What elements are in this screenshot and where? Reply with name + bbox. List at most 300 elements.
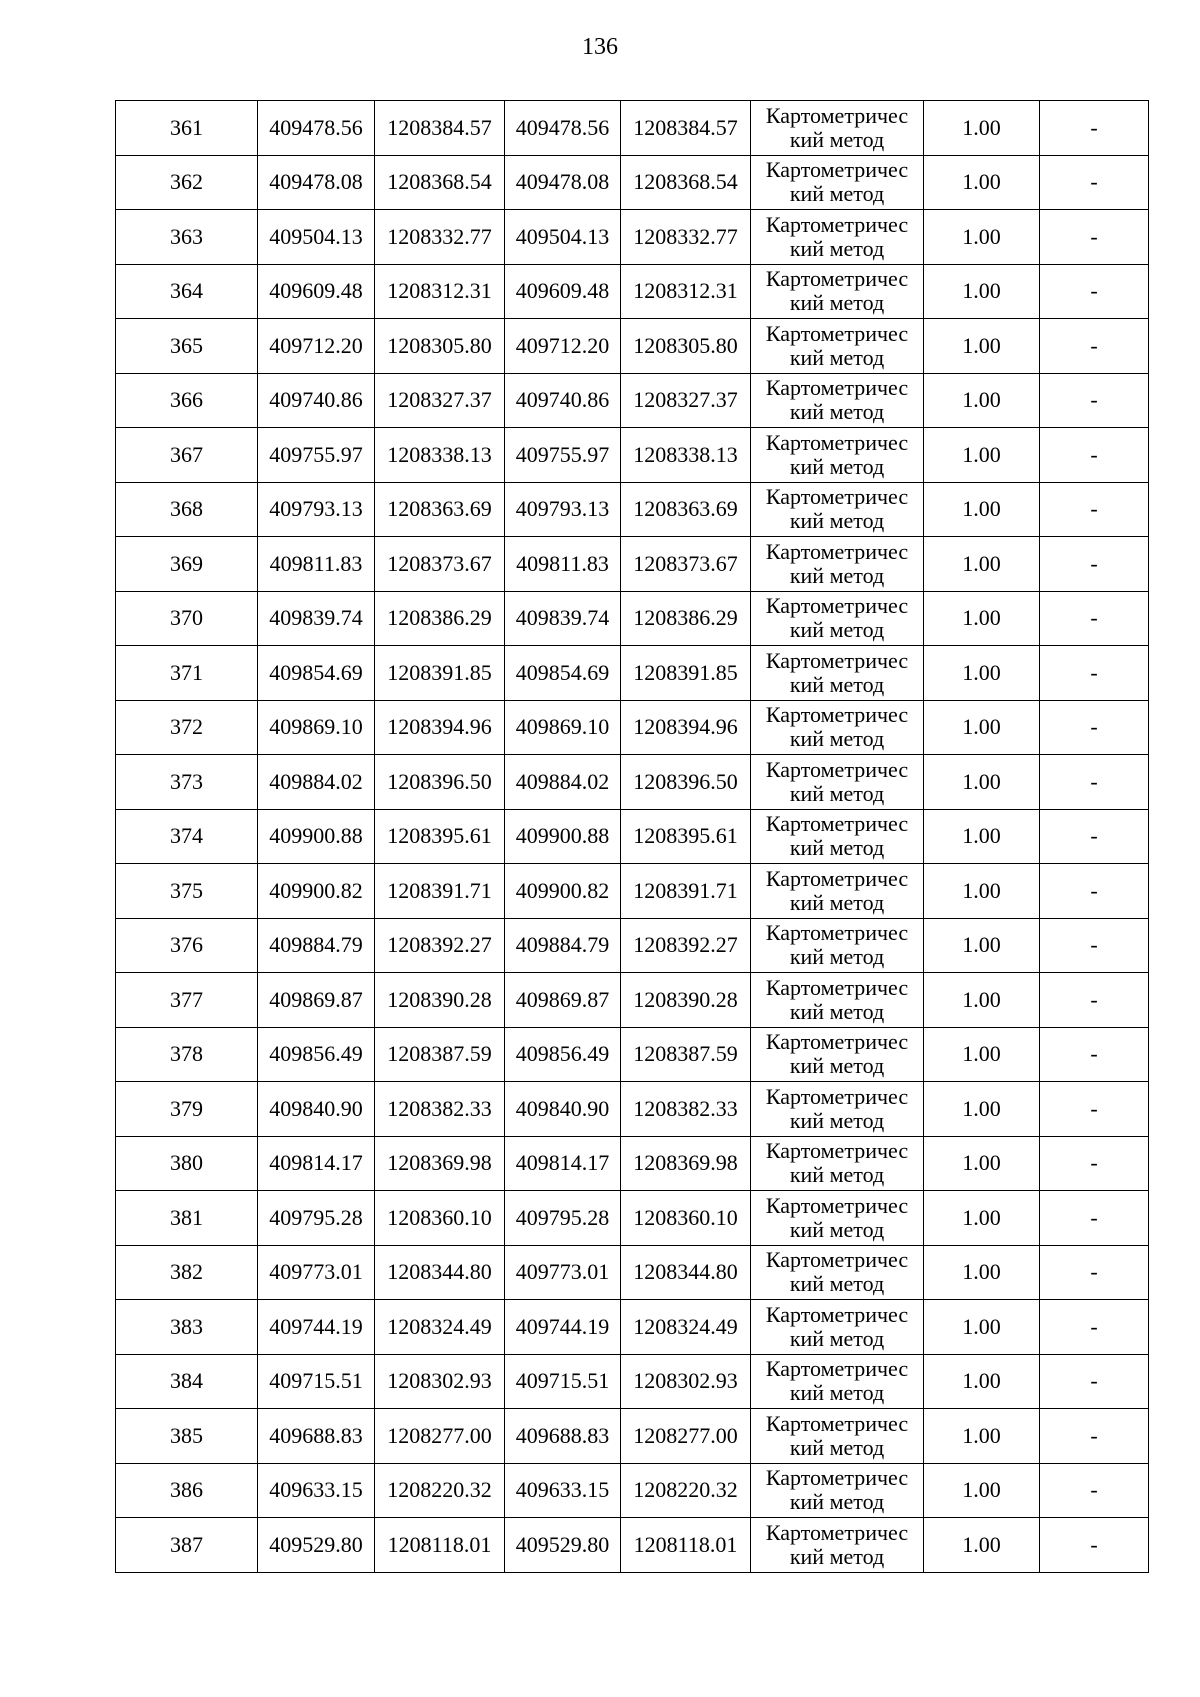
note-cell: -	[1040, 1463, 1149, 1518]
x-old-cell: 409504.13	[258, 210, 375, 265]
x-new-cell: 409744.19	[505, 1300, 621, 1355]
y-old-cell: 1208394.96	[375, 700, 505, 755]
y-new-cell: 1208277.00	[621, 1409, 751, 1464]
table-row	[116, 210, 1149, 265]
method-text-line2: кий метод	[789, 944, 885, 970]
x-old-cell: 409795.28	[258, 1191, 375, 1246]
method-text-line1: Картометричес	[765, 974, 909, 1000]
method-text-line2: кий метод	[789, 1380, 885, 1406]
method-text-line1: Картометричес	[765, 1138, 909, 1164]
x-new-cell: 409715.51	[505, 1354, 621, 1409]
y-new-cell: 1208390.28	[621, 973, 751, 1028]
accuracy-cell: 1.00	[924, 101, 1040, 156]
x-new-cell: 409478.56	[505, 101, 621, 156]
method-cell	[751, 210, 924, 265]
method-text-line1: Картометричес	[765, 1356, 909, 1382]
method-text-line1: Картометричес	[765, 1519, 909, 1545]
note-cell: -	[1040, 646, 1149, 701]
x-new-cell: 409633.15	[505, 1463, 621, 1518]
table-row	[116, 809, 1149, 864]
coordinates-table	[115, 100, 1149, 1573]
point-number-cell: 384	[116, 1354, 258, 1409]
table-row	[116, 1518, 1149, 1573]
y-old-cell: 1208395.61	[375, 809, 505, 864]
method-cell	[751, 918, 924, 973]
x-old-cell: 409900.82	[258, 864, 375, 919]
x-new-cell: 409793.13	[505, 482, 621, 537]
method-text-line1: Картометричес	[765, 865, 909, 891]
note-cell: -	[1040, 537, 1149, 592]
method-cell	[751, 101, 924, 156]
table-row	[116, 1463, 1149, 1518]
y-old-cell: 1208391.71	[375, 864, 505, 919]
point-number-cell: 371	[116, 646, 258, 701]
x-new-cell: 409504.13	[505, 210, 621, 265]
y-new-cell: 1208369.98	[621, 1136, 751, 1191]
note-cell: -	[1040, 700, 1149, 755]
point-number-cell: 379	[116, 1082, 258, 1137]
y-new-cell: 1208324.49	[621, 1300, 751, 1355]
method-text-line2: кий метод	[789, 998, 885, 1024]
table-row	[116, 373, 1149, 428]
point-number-cell: 372	[116, 700, 258, 755]
method-text-line1: Картометричес	[765, 429, 909, 455]
method-text-line2: кий метод	[789, 181, 885, 207]
x-old-cell: 409688.83	[258, 1409, 375, 1464]
method-text-line2: кий метод	[789, 1543, 885, 1569]
y-new-cell: 1208302.93	[621, 1354, 751, 1409]
x-new-cell: 409900.82	[505, 864, 621, 919]
x-new-cell: 409869.10	[505, 700, 621, 755]
method-text-line2: кий метод	[789, 1216, 885, 1242]
x-new-cell: 409712.20	[505, 319, 621, 374]
point-number-cell: 382	[116, 1245, 258, 1300]
y-new-cell: 1208382.33	[621, 1082, 751, 1137]
x-old-cell: 409633.15	[258, 1463, 375, 1518]
table-row	[116, 646, 1149, 701]
y-new-cell: 1208391.71	[621, 864, 751, 919]
method-text-line1: Картометричес	[765, 538, 909, 564]
table-row	[116, 755, 1149, 810]
method-text-line1: Картометричес	[765, 920, 909, 946]
point-number-cell: 374	[116, 809, 258, 864]
note-cell: -	[1040, 155, 1149, 210]
y-new-cell: 1208386.29	[621, 591, 751, 646]
x-old-cell: 409478.08	[258, 155, 375, 210]
y-old-cell: 1208368.54	[375, 155, 505, 210]
point-number-cell: 362	[116, 155, 258, 210]
table-row	[116, 1191, 1149, 1246]
table-row	[116, 1027, 1149, 1082]
method-text-line2: кий метод	[789, 1434, 885, 1460]
y-old-cell: 1208391.85	[375, 646, 505, 701]
table-row	[116, 918, 1149, 973]
note-cell: -	[1040, 210, 1149, 265]
method-text-line2: кий метод	[789, 344, 885, 370]
method-cell	[751, 646, 924, 701]
accuracy-cell: 1.00	[924, 1082, 1040, 1137]
method-text-line1: Картометричес	[765, 1247, 909, 1273]
method-text-line1: Картометричес	[765, 647, 909, 673]
method-text-line1: Картометричес	[765, 811, 909, 837]
method-text-line2: кий метод	[789, 1162, 885, 1188]
method-cell	[751, 1354, 924, 1409]
y-old-cell: 1208363.69	[375, 482, 505, 537]
y-new-cell: 1208373.67	[621, 537, 751, 592]
point-number-cell: 370	[116, 591, 258, 646]
method-text-line2: кий метод	[789, 1489, 885, 1515]
x-old-cell: 409712.20	[258, 319, 375, 374]
accuracy-cell: 1.00	[924, 319, 1040, 374]
accuracy-cell: 1.00	[924, 1300, 1040, 1355]
point-number-cell: 364	[116, 264, 258, 319]
y-new-cell: 1208394.96	[621, 700, 751, 755]
x-old-cell: 409854.69	[258, 646, 375, 701]
y-new-cell: 1208220.32	[621, 1463, 751, 1518]
method-text-line1: Картометричес	[765, 1083, 909, 1109]
y-old-cell: 1208220.32	[375, 1463, 505, 1518]
note-cell: -	[1040, 428, 1149, 483]
method-text-line1: Картометричес	[765, 1192, 909, 1218]
y-new-cell: 1208384.57	[621, 101, 751, 156]
method-text-line1: Картометричес	[765, 1301, 909, 1327]
method-text-line2: кий метод	[789, 399, 885, 425]
accuracy-cell: 1.00	[924, 755, 1040, 810]
accuracy-cell: 1.00	[924, 700, 1040, 755]
x-old-cell: 409715.51	[258, 1354, 375, 1409]
method-text-line1: Картометричес	[765, 157, 909, 183]
y-old-cell: 1208312.31	[375, 264, 505, 319]
x-old-cell: 409609.48	[258, 264, 375, 319]
method-cell	[751, 1300, 924, 1355]
method-cell	[751, 1191, 924, 1246]
y-old-cell: 1208118.01	[375, 1518, 505, 1573]
point-number-cell: 375	[116, 864, 258, 919]
accuracy-cell: 1.00	[924, 264, 1040, 319]
note-cell: -	[1040, 1518, 1149, 1573]
point-number-cell: 363	[116, 210, 258, 265]
accuracy-cell: 1.00	[924, 373, 1040, 428]
note-cell: -	[1040, 1082, 1149, 1137]
method-text-line1: Картометричес	[765, 375, 909, 401]
method-cell	[751, 1082, 924, 1137]
x-new-cell: 409854.69	[505, 646, 621, 701]
accuracy-cell: 1.00	[924, 155, 1040, 210]
x-old-cell: 409811.83	[258, 537, 375, 592]
table-row	[116, 700, 1149, 755]
method-text-line1: Картометричес	[765, 1465, 909, 1491]
x-old-cell: 409856.49	[258, 1027, 375, 1082]
y-old-cell: 1208382.33	[375, 1082, 505, 1137]
method-text-line2: кий метод	[789, 617, 885, 643]
table-body	[116, 101, 1149, 1573]
point-number-cell: 381	[116, 1191, 258, 1246]
accuracy-cell: 1.00	[924, 1136, 1040, 1191]
x-old-cell: 409814.17	[258, 1136, 375, 1191]
x-new-cell: 409900.88	[505, 809, 621, 864]
method-text-line1: Картометричес	[765, 1410, 909, 1436]
x-old-cell: 409884.79	[258, 918, 375, 973]
method-text-line2: кий метод	[789, 835, 885, 861]
method-text-line2: кий метод	[789, 235, 885, 261]
method-cell	[751, 1518, 924, 1573]
x-old-cell: 409884.02	[258, 755, 375, 810]
point-number-cell: 365	[116, 319, 258, 374]
accuracy-cell: 1.00	[924, 1191, 1040, 1246]
y-new-cell: 1208363.69	[621, 482, 751, 537]
note-cell: -	[1040, 1191, 1149, 1246]
accuracy-cell: 1.00	[924, 482, 1040, 537]
table-row	[116, 591, 1149, 646]
accuracy-cell: 1.00	[924, 809, 1040, 864]
accuracy-cell: 1.00	[924, 973, 1040, 1028]
y-new-cell: 1208360.10	[621, 1191, 751, 1246]
method-cell	[751, 973, 924, 1028]
x-new-cell: 409478.08	[505, 155, 621, 210]
x-new-cell: 409609.48	[505, 264, 621, 319]
accuracy-cell: 1.00	[924, 1409, 1040, 1464]
x-old-cell: 409529.80	[258, 1518, 375, 1573]
method-text-line1: Картометричес	[765, 756, 909, 782]
note-cell: -	[1040, 264, 1149, 319]
method-text-line2: кий метод	[789, 889, 885, 915]
note-cell: -	[1040, 1409, 1149, 1464]
point-number-cell: 387	[116, 1518, 258, 1573]
method-text-line1: Картометричес	[765, 593, 909, 619]
accuracy-cell: 1.00	[924, 210, 1040, 265]
y-old-cell: 1208324.49	[375, 1300, 505, 1355]
method-cell	[751, 373, 924, 428]
x-old-cell: 409755.97	[258, 428, 375, 483]
y-old-cell: 1208386.29	[375, 591, 505, 646]
x-new-cell: 409688.83	[505, 1409, 621, 1464]
table-row	[116, 482, 1149, 537]
point-number-cell: 367	[116, 428, 258, 483]
y-new-cell: 1208392.27	[621, 918, 751, 973]
table-row	[116, 864, 1149, 919]
x-old-cell: 409869.87	[258, 973, 375, 1028]
note-cell: -	[1040, 1136, 1149, 1191]
table-row	[116, 101, 1149, 156]
method-text-line2: кий метод	[789, 1107, 885, 1133]
method-text-line2: кий метод	[789, 1053, 885, 1079]
x-new-cell: 409814.17	[505, 1136, 621, 1191]
accuracy-cell: 1.00	[924, 1027, 1040, 1082]
note-cell: -	[1040, 755, 1149, 810]
accuracy-cell: 1.00	[924, 537, 1040, 592]
y-old-cell: 1208387.59	[375, 1027, 505, 1082]
y-new-cell: 1208327.37	[621, 373, 751, 428]
accuracy-cell: 1.00	[924, 591, 1040, 646]
x-new-cell: 409884.79	[505, 918, 621, 973]
method-cell	[751, 319, 924, 374]
method-cell	[751, 537, 924, 592]
method-text-line1: Картометричес	[765, 266, 909, 292]
method-text-line2: кий метод	[789, 126, 885, 152]
table-row	[116, 1354, 1149, 1409]
point-number-cell: 361	[116, 101, 258, 156]
page-number: 136	[582, 34, 618, 60]
y-new-cell: 1208344.80	[621, 1245, 751, 1300]
y-new-cell: 1208118.01	[621, 1518, 751, 1573]
method-text-line2: кий метод	[789, 780, 885, 806]
y-new-cell: 1208305.80	[621, 319, 751, 374]
point-number-cell: 373	[116, 755, 258, 810]
accuracy-cell: 1.00	[924, 1463, 1040, 1518]
table-row	[116, 537, 1149, 592]
x-old-cell: 409773.01	[258, 1245, 375, 1300]
method-text-line2: кий метод	[789, 290, 885, 316]
x-new-cell: 409755.97	[505, 428, 621, 483]
table-row	[116, 1082, 1149, 1137]
note-cell: -	[1040, 864, 1149, 919]
point-number-cell: 369	[116, 537, 258, 592]
method-text-line2: кий метод	[789, 1325, 885, 1351]
y-new-cell: 1208395.61	[621, 809, 751, 864]
note-cell: -	[1040, 373, 1149, 428]
y-old-cell: 1208332.77	[375, 210, 505, 265]
y-old-cell: 1208390.28	[375, 973, 505, 1028]
method-cell	[751, 264, 924, 319]
x-new-cell: 409839.74	[505, 591, 621, 646]
method-text-line1: Картометричес	[765, 1029, 909, 1055]
point-number-cell: 366	[116, 373, 258, 428]
method-text-line1: Картометричес	[765, 702, 909, 728]
table-row	[116, 1245, 1149, 1300]
x-new-cell: 409856.49	[505, 1027, 621, 1082]
x-old-cell: 409793.13	[258, 482, 375, 537]
method-cell	[751, 809, 924, 864]
y-old-cell: 1208305.80	[375, 319, 505, 374]
table-row	[116, 155, 1149, 210]
y-old-cell: 1208344.80	[375, 1245, 505, 1300]
y-new-cell: 1208368.54	[621, 155, 751, 210]
y-old-cell: 1208327.37	[375, 373, 505, 428]
method-text-line2: кий метод	[789, 453, 885, 479]
note-cell: -	[1040, 973, 1149, 1028]
point-number-cell: 383	[116, 1300, 258, 1355]
point-number-cell: 376	[116, 918, 258, 973]
y-old-cell: 1208392.27	[375, 918, 505, 973]
method-text-line2: кий метод	[789, 671, 885, 697]
x-old-cell: 409478.56	[258, 101, 375, 156]
x-old-cell: 409740.86	[258, 373, 375, 428]
accuracy-cell: 1.00	[924, 646, 1040, 701]
method-cell	[751, 864, 924, 919]
y-old-cell: 1208396.50	[375, 755, 505, 810]
x-new-cell: 409840.90	[505, 1082, 621, 1137]
x-new-cell: 409795.28	[505, 1191, 621, 1246]
accuracy-cell: 1.00	[924, 428, 1040, 483]
table-row	[116, 1409, 1149, 1464]
accuracy-cell: 1.00	[924, 1518, 1040, 1573]
x-new-cell: 409773.01	[505, 1245, 621, 1300]
note-cell: -	[1040, 1245, 1149, 1300]
method-text-line2: кий метод	[789, 508, 885, 534]
y-new-cell: 1208338.13	[621, 428, 751, 483]
x-old-cell: 409900.88	[258, 809, 375, 864]
x-old-cell: 409840.90	[258, 1082, 375, 1137]
method-text-line1: Картометричес	[765, 211, 909, 237]
table-row	[116, 1300, 1149, 1355]
method-text-line2: кий метод	[789, 1271, 885, 1297]
table-row	[116, 264, 1149, 319]
table-row	[116, 319, 1149, 374]
method-text-line2: кий метод	[789, 726, 885, 752]
y-new-cell: 1208396.50	[621, 755, 751, 810]
y-new-cell: 1208387.59	[621, 1027, 751, 1082]
point-number-cell: 378	[116, 1027, 258, 1082]
point-number-cell: 385	[116, 1409, 258, 1464]
note-cell: -	[1040, 918, 1149, 973]
method-text-line1: Картометричес	[765, 320, 909, 346]
table-row	[116, 973, 1149, 1028]
y-new-cell: 1208332.77	[621, 210, 751, 265]
method-cell	[751, 700, 924, 755]
x-old-cell: 409839.74	[258, 591, 375, 646]
method-cell	[751, 1027, 924, 1082]
y-old-cell: 1208369.98	[375, 1136, 505, 1191]
point-number-cell: 377	[116, 973, 258, 1028]
note-cell: -	[1040, 1354, 1149, 1409]
method-cell	[751, 755, 924, 810]
y-old-cell: 1208302.93	[375, 1354, 505, 1409]
x-new-cell: 409811.83	[505, 537, 621, 592]
method-cell	[751, 1245, 924, 1300]
note-cell: -	[1040, 319, 1149, 374]
y-old-cell: 1208373.67	[375, 537, 505, 592]
note-cell: -	[1040, 1300, 1149, 1355]
method-cell	[751, 1136, 924, 1191]
accuracy-cell: 1.00	[924, 1354, 1040, 1409]
y-new-cell: 1208312.31	[621, 264, 751, 319]
y-old-cell: 1208277.00	[375, 1409, 505, 1464]
method-cell	[751, 591, 924, 646]
accuracy-cell: 1.00	[924, 918, 1040, 973]
method-text-line1: Картометричес	[765, 484, 909, 510]
note-cell: -	[1040, 1027, 1149, 1082]
x-new-cell: 409869.87	[505, 973, 621, 1028]
method-cell	[751, 155, 924, 210]
note-cell: -	[1040, 101, 1149, 156]
note-cell: -	[1040, 482, 1149, 537]
table-row	[116, 428, 1149, 483]
accuracy-cell: 1.00	[924, 1245, 1040, 1300]
x-old-cell: 409869.10	[258, 700, 375, 755]
method-cell	[751, 1463, 924, 1518]
method-cell	[751, 1409, 924, 1464]
x-new-cell: 409529.80	[505, 1518, 621, 1573]
accuracy-cell: 1.00	[924, 864, 1040, 919]
y-new-cell: 1208391.85	[621, 646, 751, 701]
x-new-cell: 409740.86	[505, 373, 621, 428]
y-old-cell: 1208360.10	[375, 1191, 505, 1246]
note-cell: -	[1040, 591, 1149, 646]
table-row	[116, 1136, 1149, 1191]
method-cell	[751, 428, 924, 483]
method-text-line2: кий метод	[789, 562, 885, 588]
method-cell	[751, 482, 924, 537]
y-old-cell: 1208338.13	[375, 428, 505, 483]
x-new-cell: 409884.02	[505, 755, 621, 810]
note-cell: -	[1040, 809, 1149, 864]
method-text-line1: Картометричес	[765, 102, 909, 128]
point-number-cell: 386	[116, 1463, 258, 1518]
point-number-cell: 380	[116, 1136, 258, 1191]
point-number-cell: 368	[116, 482, 258, 537]
y-old-cell: 1208384.57	[375, 101, 505, 156]
x-old-cell: 409744.19	[258, 1300, 375, 1355]
